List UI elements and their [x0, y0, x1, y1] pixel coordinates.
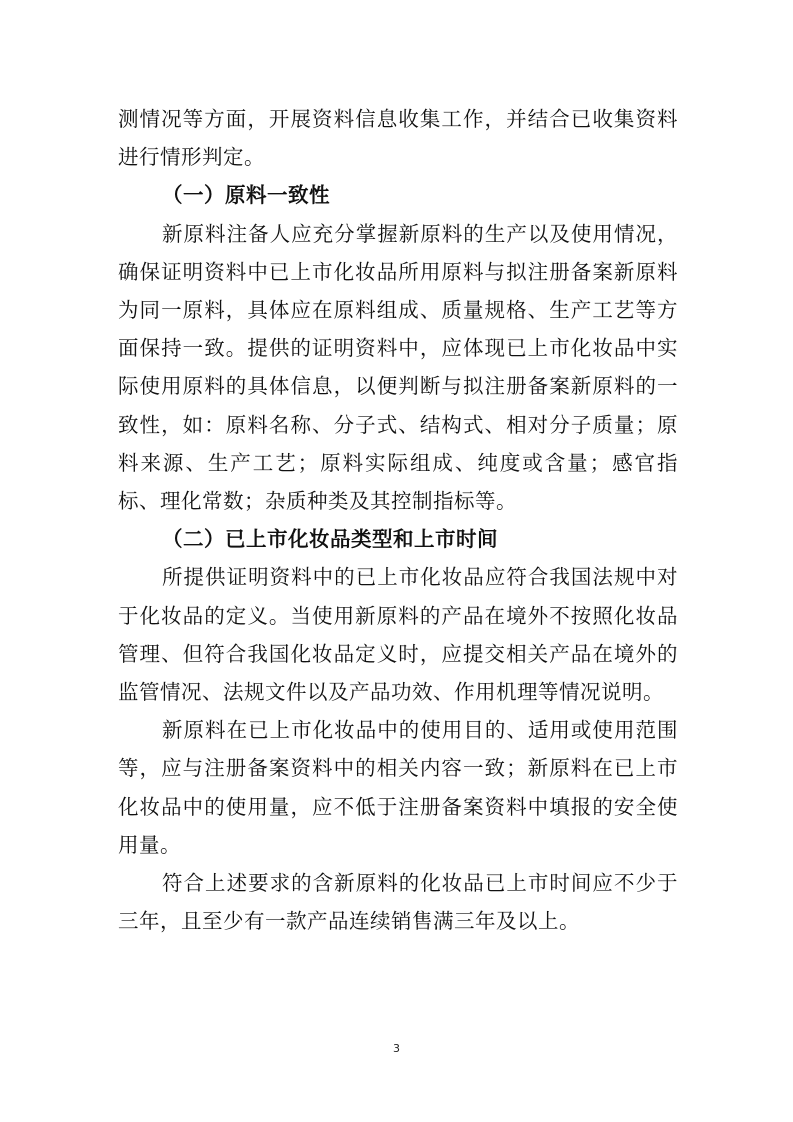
paragraph-usage-purpose: 新原料在已上市化妆品中的使用目的、适用或使用范围等，应与注册备案资料中的相关内容一致；新原料在已上市化妆品中的使用量，应不低于注册备案资料中填报的安全使用量。 — [118, 718, 678, 857]
document-body — [118, 100, 678, 940]
page-number: 3 — [393, 1042, 400, 1055]
paragraph-continued: 测情况等方面，开展资料信息收集工作，并结合已收集资料进行情形判定。 — [118, 107, 678, 170]
paragraph-market-duration: 符合上述要求的含新原料的化妆品已上市时间应不少于三年，且至少有一款产品连续销售满三年及以上。 — [118, 871, 678, 934]
paragraph-raw-material-consistency: 新原料注备人应充分掌握新原料的生产以及使用情况，确保证明资料中已上市化妆品所用原料与拟注册备案新原料为同一原料，具体应在原料组成、质量规格、生产工艺等方面保持一致。提供的证明资料中，应体现已上市化妆品中实际使用原料的具体信息，以便判断与拟注册备案新原料的一致性，如：原料名称、分子式、结构式、相对分子质量；原料来源、生产工艺；原料实际组成、纯度或含量；感官指标、理化常数；杂质种类及其控制指标等。 — [118, 221, 678, 514]
section-heading-product-type-and-market-time: （二）已上市化妆品类型和上市时间 — [162, 527, 498, 552]
section-heading-raw-material-consistency: （一）原料一致性 — [162, 183, 330, 208]
paragraph-cosmetic-definition: 所提供证明资料中的已上市化妆品应符合我国法规中对于化妆品的定义。当使用新原料的产品在境外不按照化妆品管理、但符合我国化妆品定义时，应提交相关产品在境外的监管情况、法规文件以及产品功效、作用机理等情况说明。 — [118, 565, 678, 705]
